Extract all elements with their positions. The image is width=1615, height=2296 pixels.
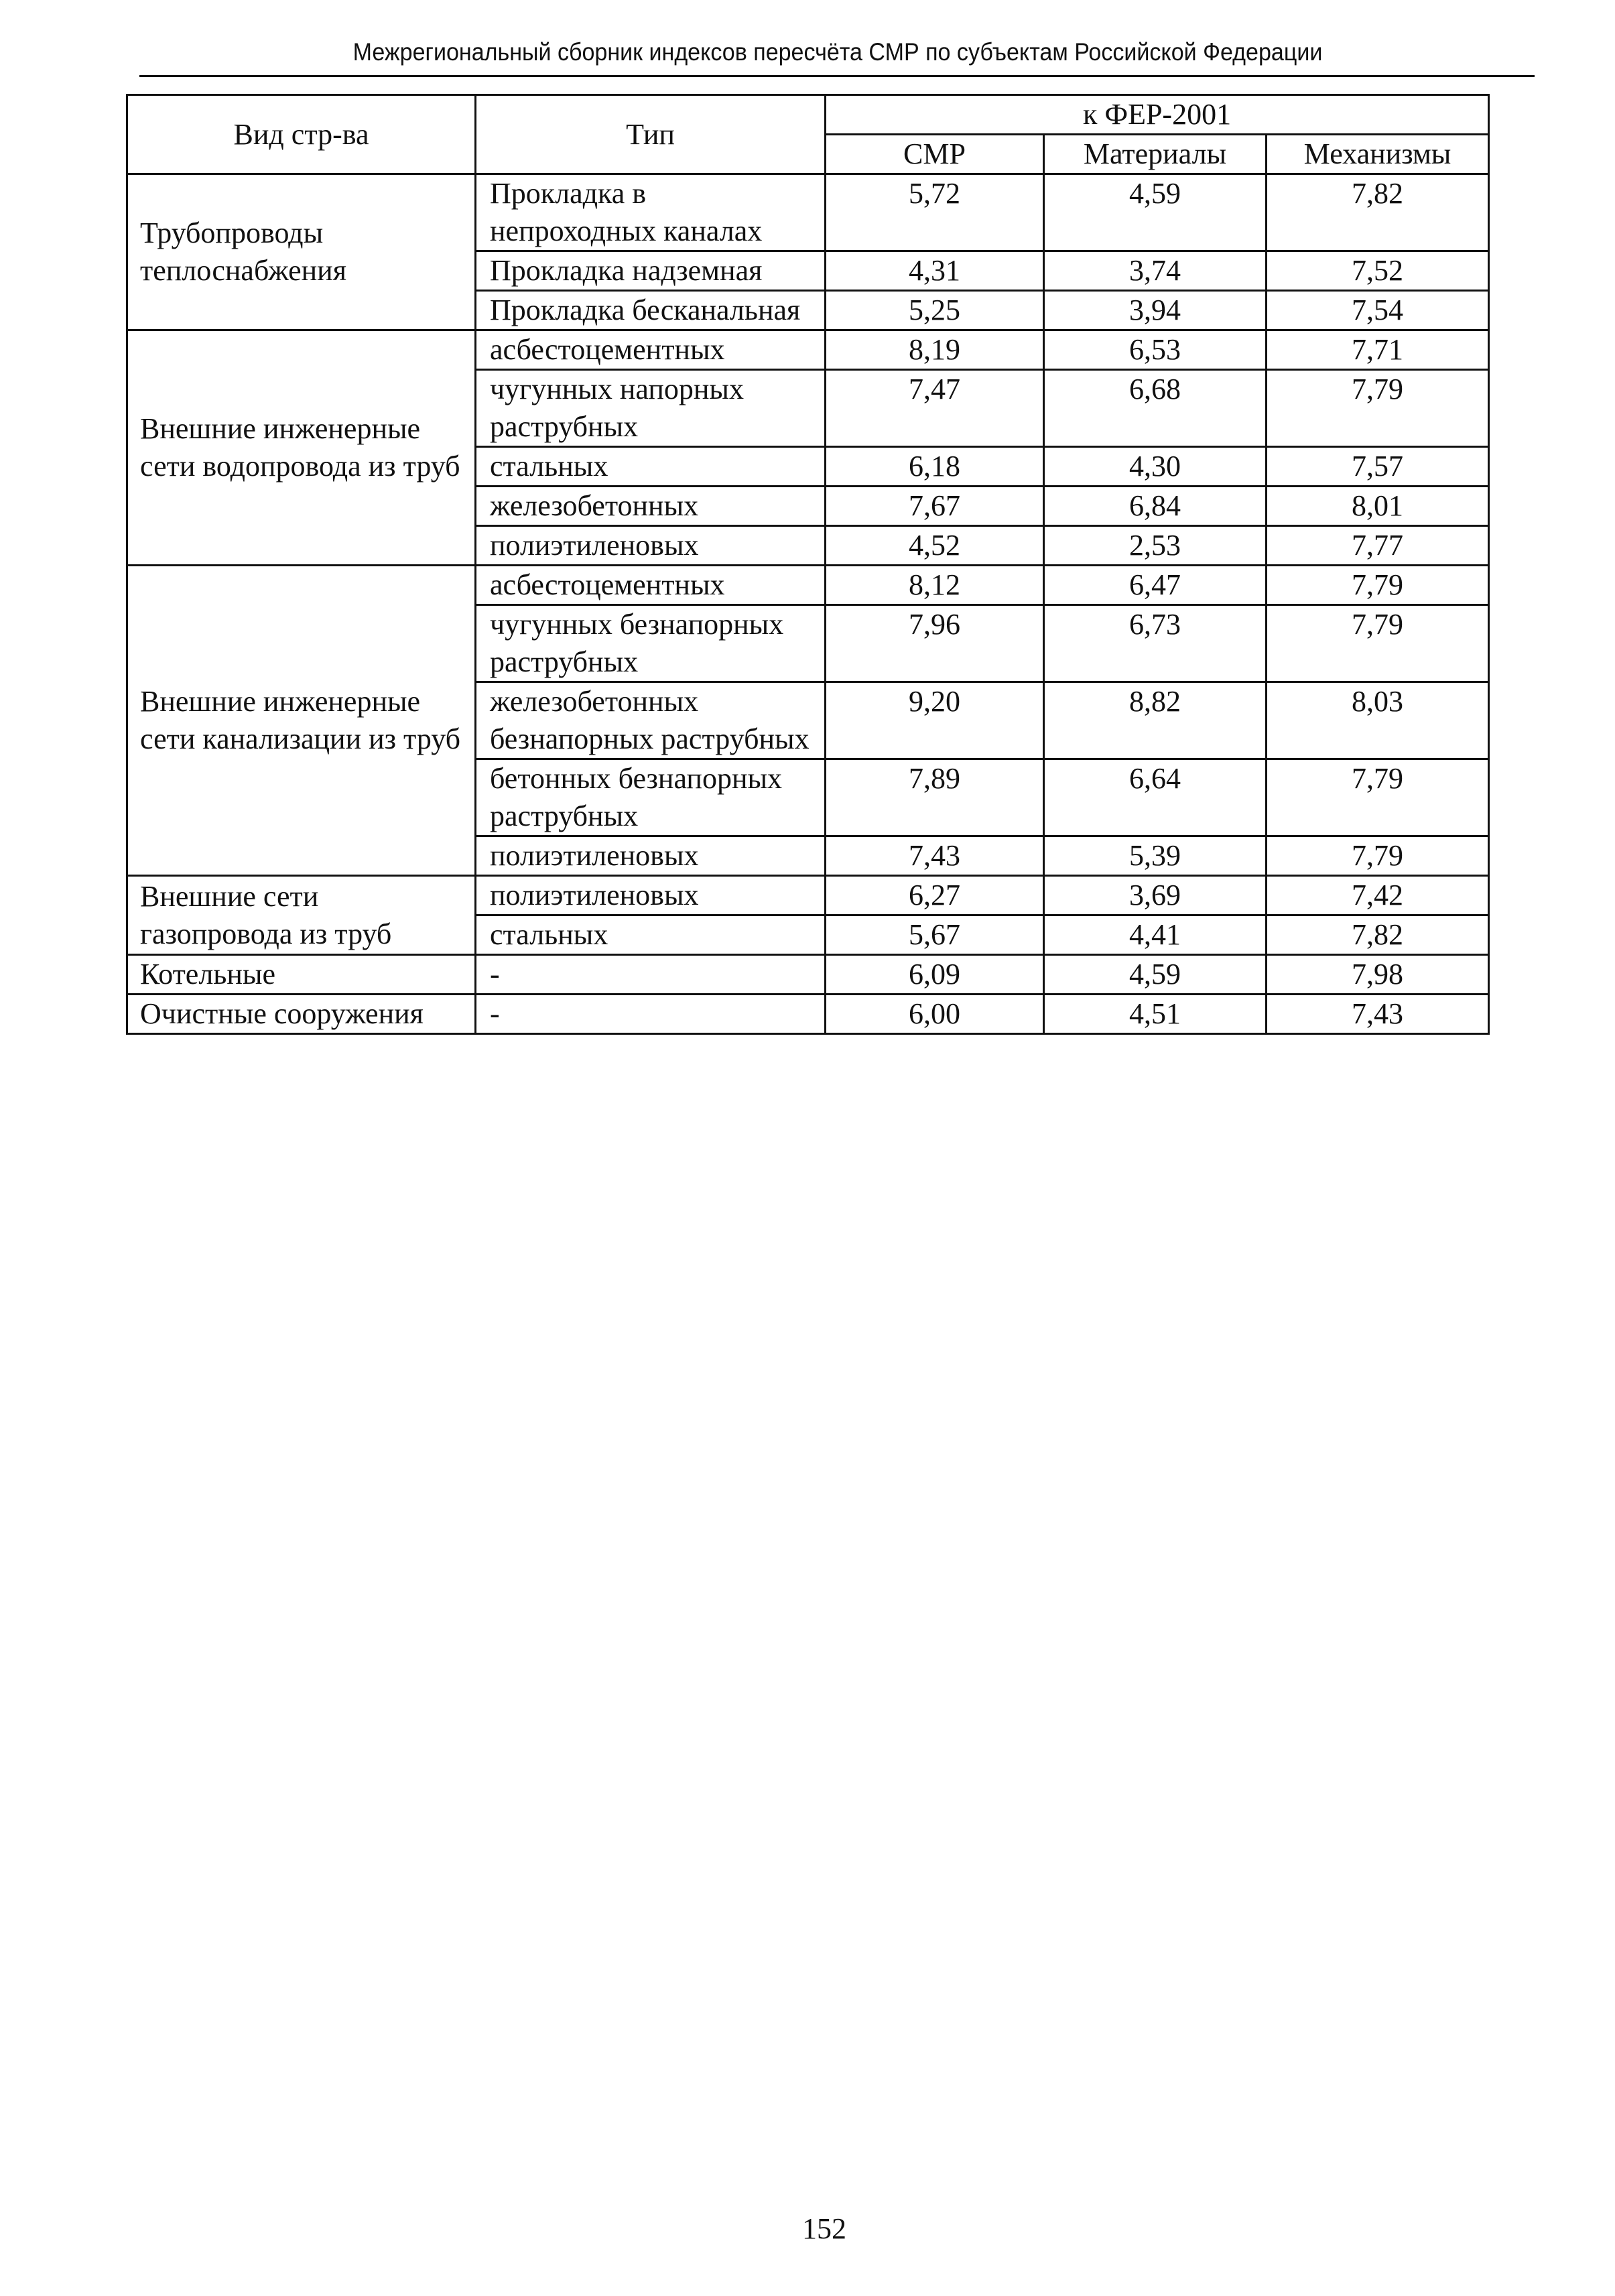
smr-index-cell: 5,25 — [826, 291, 1044, 330]
materials-index-cell: 4,30 — [1044, 447, 1267, 487]
index-table — [126, 94, 1490, 1035]
smr-index-cell: 7,67 — [826, 487, 1044, 526]
machines-index-cell: 7,57 — [1267, 447, 1489, 487]
materials-index-cell: 4,59 — [1044, 955, 1267, 995]
machines-index-cell: 7,82 — [1267, 174, 1489, 251]
pipe-type-cell: - — [476, 955, 826, 995]
materials-index-cell: 5,39 — [1044, 836, 1267, 876]
col-header-machines: Механизмы — [1267, 135, 1489, 174]
pipe-type-cell: асбестоцементных — [476, 566, 826, 605]
smr-index-cell: 7,43 — [826, 836, 1044, 876]
smr-index-cell: 6,00 — [826, 995, 1044, 1034]
machines-index-cell: 7,43 — [1267, 995, 1489, 1034]
construction-kind-cell: Внешние сети газопровода из труб — [127, 876, 476, 955]
materials-index-cell: 4,41 — [1044, 915, 1267, 955]
pipe-type-cell: железобетонных безнапорных раструбных — [476, 682, 826, 759]
smr-index-cell: 7,96 — [826, 605, 1044, 682]
materials-index-cell: 2,53 — [1044, 526, 1267, 566]
table-row — [127, 995, 1489, 1034]
machines-index-cell: 7,79 — [1267, 836, 1489, 876]
smr-index-cell: 6,18 — [826, 447, 1044, 487]
materials-index-cell: 6,68 — [1044, 370, 1267, 447]
machines-index-cell: 8,03 — [1267, 682, 1489, 759]
col-header-smr: СМР — [826, 135, 1044, 174]
materials-index-cell: 6,53 — [1044, 330, 1267, 370]
machines-index-cell: 7,79 — [1267, 566, 1489, 605]
header-rule — [139, 75, 1535, 77]
construction-kind-cell: Трубопроводы теплоснабжения — [127, 174, 476, 330]
pipe-type-cell: асбестоцементных — [476, 330, 826, 370]
page-header-title: Межрегиональный сборник индексов пересчёта СМР по субъектам Российской Федерации — [352, 38, 1323, 66]
construction-kind-cell: Внешние инженерные сети водопровода из труб — [127, 330, 476, 566]
table-row — [127, 876, 1489, 915]
col-header-kind: Вид стр-ва — [127, 95, 476, 174]
pipe-type-cell: бетонных безнапорных раструбных — [476, 759, 826, 836]
construction-kind-cell: Очистные сооружения — [127, 995, 476, 1034]
table-row — [127, 330, 1489, 370]
pipe-type-cell: чугунных напорных раструбных — [476, 370, 826, 447]
smr-index-cell: 5,72 — [826, 174, 1044, 251]
materials-index-cell: 3,94 — [1044, 291, 1267, 330]
materials-index-cell: 6,47 — [1044, 566, 1267, 605]
header-row-1 — [127, 95, 1489, 135]
page-number: 152 — [802, 2212, 846, 2245]
construction-kind-cell: Котельные — [127, 955, 476, 995]
machines-index-cell: 7,71 — [1267, 330, 1489, 370]
materials-index-cell: 6,73 — [1044, 605, 1267, 682]
materials-index-cell: 6,64 — [1044, 759, 1267, 836]
table-row — [127, 955, 1489, 995]
smr-index-cell: 8,12 — [826, 566, 1044, 605]
machines-index-cell: 7,79 — [1267, 759, 1489, 836]
machines-index-cell: 7,82 — [1267, 915, 1489, 955]
table-body — [127, 174, 1489, 1034]
machines-index-cell: 7,42 — [1267, 876, 1489, 915]
pipe-type-cell: полиэтиленовых — [476, 526, 826, 566]
materials-index-cell: 8,82 — [1044, 682, 1267, 759]
pipe-type-cell: Прокладка в непроходных каналах — [476, 174, 826, 251]
smr-index-cell: 4,52 — [826, 526, 1044, 566]
machines-index-cell: 7,79 — [1267, 605, 1489, 682]
pipe-type-cell: чугунных безнапорных раструбных — [476, 605, 826, 682]
pipe-type-cell: Прокладка надземная — [476, 251, 826, 291]
materials-index-cell: 3,69 — [1044, 876, 1267, 915]
machines-index-cell: 7,54 — [1267, 291, 1489, 330]
pipe-type-cell: железобетонных — [476, 487, 826, 526]
pipe-type-cell: стальных — [476, 447, 826, 487]
pipe-type-cell: стальных — [476, 915, 826, 955]
col-header-materials: Материалы — [1044, 135, 1267, 174]
col-header-group: к ФЕР-2001 — [826, 95, 1489, 135]
smr-index-cell: 9,20 — [826, 682, 1044, 759]
machines-index-cell: 7,52 — [1267, 251, 1489, 291]
machines-index-cell: 7,98 — [1267, 955, 1489, 995]
smr-index-cell: 6,09 — [826, 955, 1044, 995]
machines-index-cell: 7,79 — [1267, 370, 1489, 447]
pipe-type-cell: полиэтиленовых — [476, 876, 826, 915]
pipe-type-cell: Прокладка бесканальная — [476, 291, 826, 330]
pipe-type-cell: полиэтиленовых — [476, 836, 826, 876]
materials-index-cell: 4,51 — [1044, 995, 1267, 1034]
table-row — [127, 566, 1489, 605]
smr-index-cell: 7,89 — [826, 759, 1044, 836]
smr-index-cell: 5,67 — [826, 915, 1044, 955]
table-head — [127, 95, 1489, 174]
materials-index-cell: 3,74 — [1044, 251, 1267, 291]
machines-index-cell: 8,01 — [1267, 487, 1489, 526]
smr-index-cell: 7,47 — [826, 370, 1044, 447]
smr-index-cell: 8,19 — [826, 330, 1044, 370]
smr-index-cell: 4,31 — [826, 251, 1044, 291]
col-header-type: Тип — [476, 95, 826, 174]
pipe-type-cell: - — [476, 995, 826, 1034]
materials-index-cell: 4,59 — [1044, 174, 1267, 251]
construction-kind-cell: Внешние инженерные сети канализации из труб — [127, 566, 476, 876]
materials-index-cell: 6,84 — [1044, 487, 1267, 526]
smr-index-cell: 6,27 — [826, 876, 1044, 915]
table-row — [127, 174, 1489, 251]
machines-index-cell: 7,77 — [1267, 526, 1489, 566]
